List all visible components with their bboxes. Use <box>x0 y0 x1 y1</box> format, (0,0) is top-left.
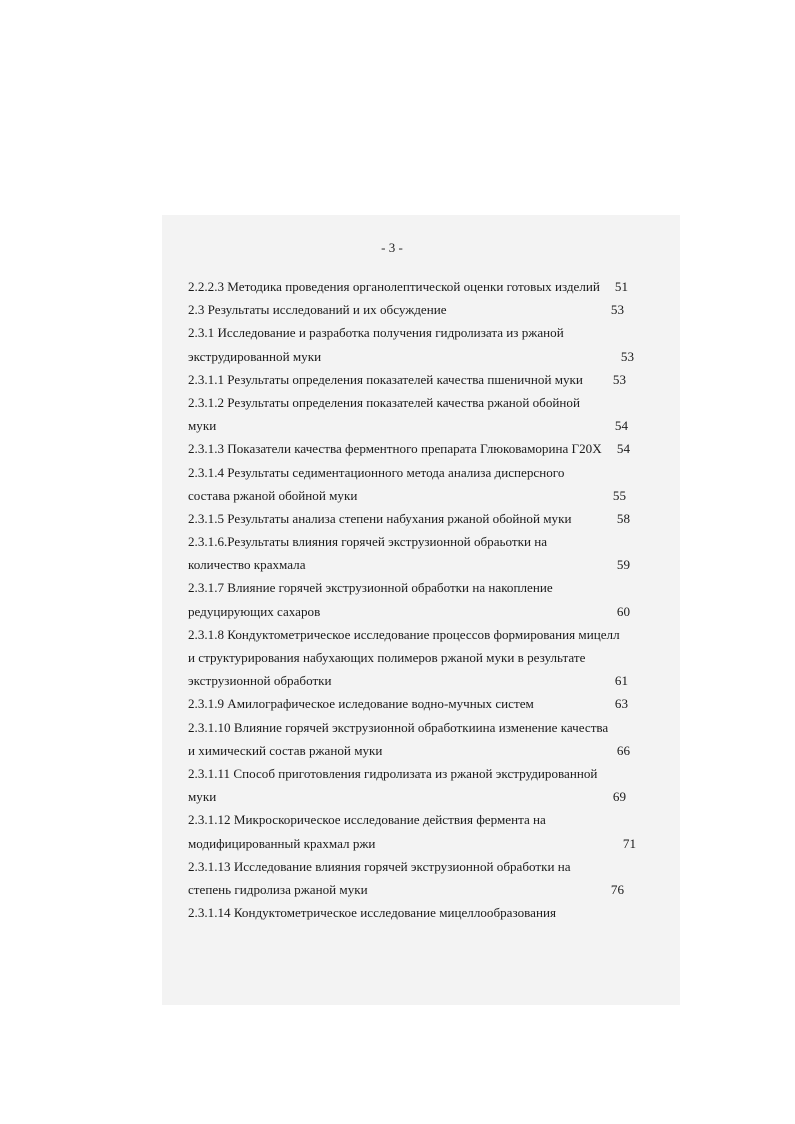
toc-entry-title: 2.2.2.3 Методика проведения органолептической оценки готовых изделий <box>188 279 600 294</box>
toc-entry-title: 2.3.1.7 Влияние горячей экструзионной обработки на накопление <box>188 580 553 596</box>
toc-line <box>188 576 636 599</box>
toc-entry-page: 53 <box>620 348 634 364</box>
toc-entry-page: 69 <box>612 789 626 805</box>
toc-entry-title: экструдированной муки <box>188 348 322 364</box>
toc-entry-title: состава ржаной обойной муки <box>188 487 358 503</box>
toc-line <box>188 785 636 808</box>
toc-line <box>188 716 636 739</box>
toc-line <box>188 553 636 576</box>
toc-entry-title: 2.3.1.13 Исследование влияния горячей экструзионной обработки на <box>188 858 571 874</box>
toc-line <box>188 507 636 530</box>
toc-entry-title: 2.3 Результаты исследований и их обсуждение <box>188 302 447 318</box>
toc-line <box>188 461 636 484</box>
toc-entry-title: 2.3.1.11 Способ приготовления гидролизата из ржаной экструдированной <box>188 765 598 781</box>
toc-entry-title: 2.3.1 Исследование и разработка получения гидролизата из ржаной <box>188 325 564 341</box>
toc-entry-page: 53 <box>612 371 626 387</box>
toc-entry-page: 76 <box>610 881 624 897</box>
toc-entry-page: 71 <box>622 835 636 851</box>
toc-line <box>188 345 636 368</box>
toc-entry-title: 2.3.1.8 Кондуктометрическое исследование процессов формирования мицелл <box>188 626 620 642</box>
toc-entry-title: 2.3.1.6.Результаты влияния горячей экструзионной обраьотки на <box>188 534 548 550</box>
toc-entry-title: 2.3.1.3 Показатели качества ферментного препарата Глюковаморина Г20Х <box>188 441 602 457</box>
toc-entry-page: 66 <box>616 742 630 758</box>
toc-line <box>188 321 636 344</box>
page-number: - 3 - <box>381 240 403 255</box>
toc-entry-title: экструзионной обработки <box>188 673 332 689</box>
toc-entry-title: количество крахмала <box>188 557 306 573</box>
toc-line <box>188 901 636 924</box>
toc-entry-title: 2.3.1.14 Кондуктометрическое исследование мицеллообразования <box>188 905 556 921</box>
toc-line <box>188 368 636 391</box>
toc-entry-page: 60 <box>616 603 630 619</box>
toc-line <box>188 414 636 437</box>
toc-entry-title: 2.3.1.12 Микроскорическое исследование действия фермента на <box>188 812 546 828</box>
toc-entry-page: 58 <box>616 510 630 526</box>
toc-line <box>188 391 636 414</box>
toc-line <box>188 275 636 298</box>
toc-entry-page: 61 <box>614 673 628 689</box>
toc-line <box>188 832 636 855</box>
toc-line <box>188 646 636 669</box>
toc-line <box>188 855 636 878</box>
toc-entry-page: 51 <box>614 279 628 294</box>
toc-entry-page: 59 <box>616 557 630 573</box>
toc-entry-title: степень гидролиза ржаной муки <box>188 881 368 897</box>
toc-line <box>188 739 636 762</box>
toc-entry-page: 53 <box>610 302 624 318</box>
toc-entry-page: 54 <box>614 418 628 434</box>
toc-line <box>188 623 636 646</box>
toc-line <box>188 484 636 507</box>
toc-line <box>188 762 636 785</box>
toc-line <box>188 878 636 901</box>
table-of-contents <box>188 275 636 924</box>
toc-entry-title: 2.3.1.1 Результаты определения показателей качества пшеничной муки <box>188 371 583 387</box>
toc-entry-title: 2.3.1.9 Амилографическое иследование водно-мучных систем <box>188 696 534 712</box>
toc-line <box>188 530 636 553</box>
toc-entry-title: 2.3.1.2 Результаты определения показателей качества ржаной обойной <box>188 394 580 410</box>
toc-entry-title: 2.3.1.5 Результаты анализа степени набухания ржаной обойной муки <box>188 510 572 526</box>
toc-line <box>188 298 636 321</box>
toc-entry-page: 55 <box>612 487 626 503</box>
toc-line <box>188 600 636 623</box>
toc-entry-title: муки <box>188 418 217 434</box>
toc-entry-title: редуцирующих сахаров <box>188 603 321 619</box>
toc-entry-title: 2.3.1.10 Влияние горячей экструзионной обработкиина изменение качества <box>188 719 609 735</box>
toc-entry-title: 2.3.1.4 Результаты седиментационного метода анализа дисперсного <box>188 464 565 480</box>
toc-entry-title: муки <box>188 789 217 805</box>
toc-entry-title: и химический состав ржаной муки <box>188 742 383 758</box>
toc-entry-title: и структурирования набухающих полимеров ржаной муки в результате <box>188 650 586 665</box>
toc-line <box>188 692 636 715</box>
toc-line <box>188 437 636 460</box>
toc-entry-page: 54 <box>616 441 630 457</box>
toc-line <box>188 669 636 692</box>
toc-entry-page: 63 <box>614 696 628 712</box>
toc-entry-title: модифицированный крахмал ржи <box>188 835 376 851</box>
toc-line <box>188 808 636 831</box>
